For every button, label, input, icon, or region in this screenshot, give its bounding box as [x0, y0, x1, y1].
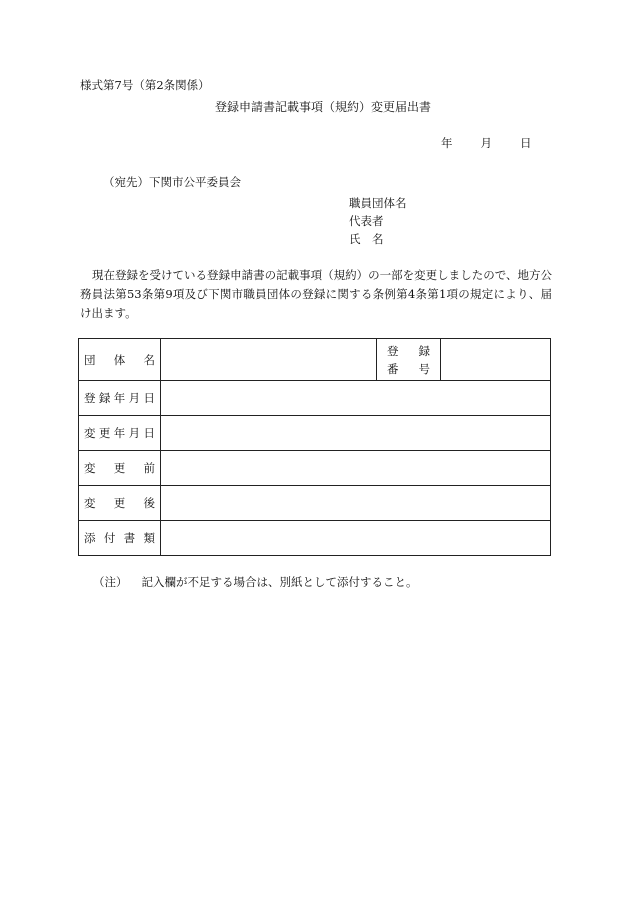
attachments-label-cell — [79, 521, 161, 556]
registration-number-field[interactable] — [441, 339, 551, 381]
registration-date-label: 登録年月日 — [84, 391, 155, 405]
date-line — [441, 137, 532, 151]
table-row — [79, 416, 551, 451]
change-date-label: 変更年月日 — [84, 426, 155, 440]
table-row — [79, 486, 551, 521]
registration-number-label-cell — [377, 339, 441, 381]
registration-number-label-line2: 番号 — [387, 361, 430, 376]
registration-date-label-cell — [79, 381, 161, 416]
representative-name-label: 氏 名 — [349, 232, 384, 246]
org-name-field[interactable] — [161, 339, 377, 381]
org-name-label: 団体名 — [84, 352, 155, 367]
change-date-field[interactable] — [161, 416, 551, 451]
form-number: 様式第7号（第2条関係） — [80, 78, 210, 92]
date-day-label: 日 — [520, 136, 532, 150]
attachments-label: 添付書類 — [84, 531, 155, 545]
footnote-text: 記入欄が不足する場合は、別紙として添付すること。 — [141, 575, 418, 589]
footnote-prefix: （注） — [93, 575, 128, 589]
registration-date-field[interactable] — [161, 381, 551, 416]
document-title: 登録申請書記載事項（規約）変更届出書 — [215, 100, 432, 114]
submitter-block — [349, 194, 407, 248]
table-row — [79, 339, 551, 381]
table-row — [79, 451, 551, 486]
before-change-label: 変更前 — [84, 461, 155, 475]
before-change-label-cell — [79, 451, 161, 486]
addressee: （宛先）下関市公平委員会 — [103, 175, 241, 189]
change-date-label-cell — [79, 416, 161, 451]
registration-number-label-line1: 登録 — [387, 343, 430, 358]
after-change-field[interactable] — [161, 486, 551, 521]
attachments-field[interactable] — [161, 521, 551, 556]
org-name-label-cell — [79, 339, 161, 381]
table-row — [79, 521, 551, 556]
after-change-label: 変更後 — [84, 496, 155, 510]
form-table — [78, 338, 551, 556]
body-text: 現在登録を受けている登録申請書の記載事項（規約）の一部を変更しましたので、地方公務員法第53条第9項及び下関市職員団体の登録に関する条例第4条第1項の規定により、届け出ます。 — [80, 268, 552, 320]
footnote — [93, 576, 418, 590]
table-row — [79, 381, 551, 416]
date-year-label: 年 — [441, 136, 453, 150]
after-change-label-cell — [79, 486, 161, 521]
before-change-field[interactable] — [161, 451, 551, 486]
representative-label: 代表者 — [349, 214, 384, 228]
date-month-label: 月 — [480, 136, 492, 150]
organization-name-label: 職員団体名 — [349, 196, 407, 210]
